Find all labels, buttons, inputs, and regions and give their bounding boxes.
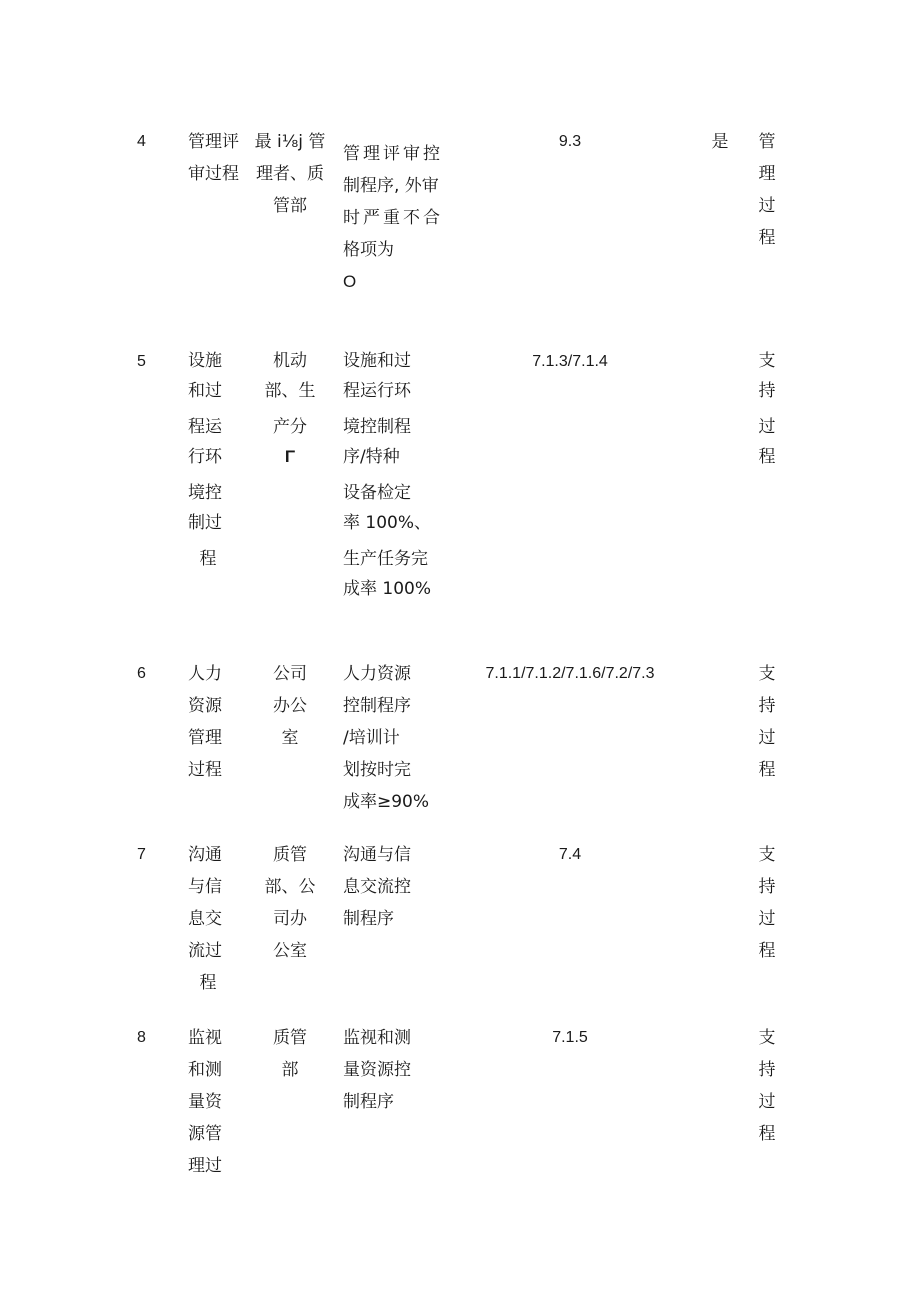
row-number: 6 [137, 665, 146, 682]
process-name: 管理评 审过程 [188, 132, 239, 184]
row-number: 7 [137, 846, 146, 863]
row-number: 5 [137, 353, 146, 370]
process-type: 支 持 过 程 [758, 664, 776, 780]
control-document: 设施和过 程运行环 境控制程 序/特种 设备检定 率 100%、 生产任务完 成率 100% [343, 351, 432, 599]
process-name: 监视 和测 量资 源管 理过 [188, 1028, 222, 1176]
control-document: 监视和测 量资源控 制程序 [343, 1028, 411, 1112]
process-type: 支 持 过 程 [758, 1028, 776, 1144]
process-type: 支 持 过 程 [758, 845, 776, 961]
responsible-department: 质管 部、公 司办 公室 [264, 845, 316, 961]
process-name: 设施 和过 程运 行环 境控 制过 程 [188, 351, 222, 569]
row-number: 4 [137, 133, 146, 150]
standard-clause: 7.1.5 [552, 1029, 588, 1046]
responsible-department: 最 i⅛j 管 理者、质 管部 [254, 132, 326, 216]
control-document: 人力资源 控制程序 /培训计 划按时完 成率≥90% [343, 664, 430, 812]
key-process-flag: 是 [711, 132, 729, 152]
process-type: 管 理 过 程 [758, 132, 776, 248]
standard-clause: 7.4 [558, 846, 582, 863]
standard-clause: 7.1.3/7.1.4 [532, 353, 608, 370]
process-name: 沟通 与信 息交 流过 程 [188, 845, 222, 993]
standard-clause: 7.1.1/7.1.2/7.1.6/7.2/7.3 [485, 665, 655, 682]
row-number: 8 [137, 1029, 146, 1046]
process-name: 人力 资源 管理 过程 [188, 664, 222, 780]
control-document: 沟通与信 息交流控 制程序 [343, 845, 411, 929]
responsible-department: 机动 部、生 产分 Γ [264, 351, 316, 466]
standard-clause: 9.3 [558, 133, 582, 150]
responsible-department: 公司 办公 室 [273, 664, 307, 748]
process-type: 支 持 过 程 [758, 351, 776, 467]
control-document: 管理评审控 制程序, 外审 时严重不合 格项为 O [343, 144, 443, 291]
responsible-department: 质管 部 [273, 1028, 307, 1080]
